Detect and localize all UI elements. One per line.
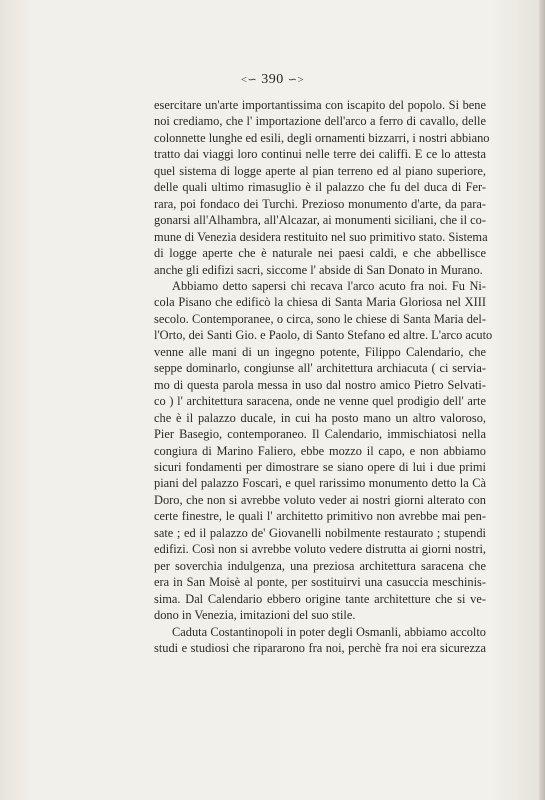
text-line: venne alle mani di un ingegno potente, Filippo Calendario, che — [154, 344, 486, 359]
header-ornament-right: ∽> — [287, 74, 305, 86]
text-line: studi e studiosi che ripararono fra noi, perchè fra noi era sicurezza — [154, 640, 486, 655]
text-line: sicuri fondamenti per dimostrare se siano opere di lui i due primi — [154, 459, 486, 474]
page-edge-shadow — [539, 0, 545, 800]
text-line: sima. Dal Calendario ebbero origine tante architetture che si ve- — [154, 591, 486, 606]
text-line: mo di questa parola messa in uso dal nostro amico Pietro Selvati- — [154, 377, 486, 392]
text-line: seppe dominarlo, congiunse all' architettura archiacuta ( ci servia- — [154, 361, 486, 376]
text-line: anche gli edifizi sacri, siccome l' abside di San Donato in Murano. — [154, 262, 483, 277]
text-line: di logge aperte che è naturale nei paesi caldi, e che abbellisce — [154, 246, 486, 261]
text-line: gonarsi all'Alhambra, all'Alcazar, ai monumenti siciliani, che il co- — [154, 213, 486, 228]
page-body-text — [154, 97, 493, 656]
text-line: congiura di Marino Faliero, ebbe mozzo il capo, e non abbiamo — [154, 443, 486, 458]
text-line: Doro, che non si avrebbe voluto veder ai nostri giorni alterato con — [154, 492, 486, 507]
text-line: co ) l' architettura saracena, onde ne venne quel prodigio dell' arte — [154, 394, 486, 409]
text-line: sate ; ed il palazzo de' Giovanelli nobilmente restaurato ; stupendi — [154, 525, 486, 540]
text-line: noi crediamo, che l' importazione dell'arco a ferro di cavallo, delle — [154, 114, 486, 129]
text-line: quel sistema di logge aperte al pian terreno ed al piano superiore, — [154, 163, 486, 178]
text-line: edifizi. Così non si avrebbe voluto vedere distrutta ai giorni nostri, — [154, 542, 486, 557]
text-line: dono in Venezia, imitazioni del suo stile. — [154, 608, 356, 623]
text-line: rara, poi fondaco dei Turchi. Prezioso monumento d'arte, da para- — [154, 196, 486, 211]
text-line: cola Pisano che edificò la chiesa di Santa Maria Gloriosa nel XIII — [154, 295, 486, 310]
text-line: era in San Moisè al ponte, per sostituirvi una casuccia meschinis- — [154, 575, 486, 590]
text-line: Pier Basegio, contemporaneo. Il Calendario, immischiatosi nella — [154, 427, 486, 442]
text-line: piani del palazzo Foscari, e quel rarissimo monumento detto la Cà — [154, 476, 486, 491]
page-header — [0, 72, 545, 88]
page-number: 390 — [261, 72, 284, 87]
text-line: colonnette lunghe ed esili, degli ornamenti bizzarri, i nostri abbiano — [154, 130, 490, 145]
text-line: l'Orto, dei Santi Gio. e Paolo, di Santo Stefano ed altre. L'arco acuto — [154, 328, 493, 343]
text-line: che è il palazzo ducale, in cui ha posto mano un altro valoroso, — [154, 410, 486, 425]
text-line: tratto dai viaggi loro continui nelle terre dei califfi. E ce lo attesta — [154, 147, 486, 162]
text-line: secolo. Contemporanee, o circa, sono le chiese di Santa Maria del- — [154, 311, 486, 326]
text-line: esercitare un'arte importantissima con iscapito del popolo. Si bene — [154, 98, 486, 112]
header-ornament-left: <∽ — [240, 74, 258, 86]
text-line: Caduta Costantinopoli in poter degli Osmanli, abbiamo accolto — [172, 624, 486, 639]
text-line: certe finestre, le quali l' architetto primitivo non avrebbe mai pen- — [154, 509, 486, 524]
text-line: Abbiamo detto sapersi chi recava l'arco acuto fra noi. Fu Ni- — [172, 278, 486, 293]
text-line: mune di Venezia desidera restituito nel suo primitivo stato. Sistema — [154, 229, 488, 244]
text-line: per soverchia indulgenza, una preziosa architettura saracena che — [154, 558, 486, 573]
text-line: delle quali ultimo rimasuglio è il palazzo che fu del duca di Fer- — [154, 180, 486, 195]
